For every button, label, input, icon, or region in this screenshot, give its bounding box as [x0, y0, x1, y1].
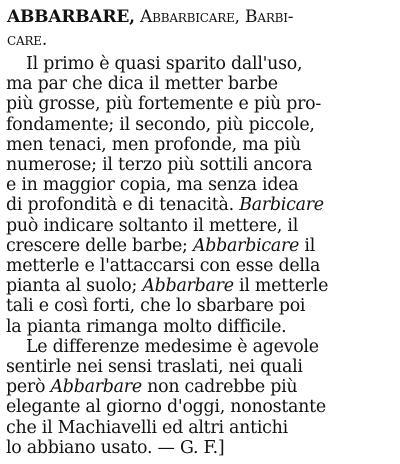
p2-text-3c: non cadrebbe più: [141, 377, 298, 398]
p1-line-1: [26, 54, 400, 74]
p1-text-1: Il primo è quasi sparito dall'uso,: [26, 54, 303, 74]
term-abbarbare: Abbarbare: [142, 276, 234, 297]
p1-text-5: men tenaci, men profonde, ma più: [6, 134, 302, 155]
p1-text-7: e in maggior copia, ma senza idea: [6, 175, 299, 196]
p1-text-13: tali e così forti, che lo sbarbare poi: [6, 296, 306, 317]
headword-variants: Abbarbicare, Barbi-: [140, 7, 294, 27]
p2-text-4: elegante al giorno d'oggi, nonostante: [6, 397, 326, 418]
p1-text-8a: di profondità e di tenacità.: [6, 195, 240, 216]
p1-line-2: [6, 74, 400, 94]
p2-line-1: [26, 337, 400, 357]
p1-text-4: fondamente; il secondo, più piccole,: [6, 114, 315, 135]
term-abbarbicare: Abbarbicare: [192, 235, 300, 256]
p1-line-13: [6, 296, 400, 316]
p2-text-2: sentirle nei sensi traslati, nei quali: [6, 357, 303, 377]
p1-line-12: [6, 276, 400, 296]
p2-text-6: lo abbiano usato. — G. F.]: [6, 437, 225, 458]
p1-text-2: ma par che dica il metter barbe: [6, 74, 278, 95]
p2-line-2: [6, 357, 400, 377]
term-barbicare: Barbicare: [239, 195, 324, 216]
p1-text-6: numerose; il terzo più sottili ancora: [6, 155, 313, 175]
p1-line-6: [6, 155, 400, 175]
p1-line-8: [6, 195, 400, 215]
p2-line-6: [6, 438, 400, 458]
p2-line-5: [6, 418, 400, 438]
p1-line-3: [6, 94, 400, 114]
p2-line-3: [6, 377, 400, 397]
entry-heading-line-1: [7, 6, 400, 29]
p1-text-12c: il metterle: [233, 276, 329, 297]
p1-line-5: [6, 135, 400, 155]
headword-variants-continued: care.: [7, 30, 48, 50]
p1-text-10: crescere delle barbe;: [6, 235, 193, 256]
p1-text-12a: pianta al suolo;: [6, 276, 143, 297]
p1-line-11: [6, 256, 400, 276]
p1-text-10c: il: [299, 235, 316, 256]
p1-line-7: [6, 175, 400, 195]
p1-line-10: [6, 236, 400, 256]
p1-text-3: più grosse, più fortemente e più pro-: [6, 94, 322, 115]
p1-line-9: [6, 216, 400, 236]
headword: ABBARBARE,: [7, 7, 135, 27]
p1-text-9: può indicare soltanto il mettere, il: [6, 215, 299, 236]
p1-line-14: [6, 317, 400, 337]
term-abbarbare-2: Abbarbare: [50, 377, 142, 398]
p1-line-4: [6, 115, 400, 135]
p2-text-3a: però: [6, 377, 51, 398]
p2-line-4: [6, 397, 400, 417]
p1-text-14: la pianta rimanga molto difficile.: [6, 316, 287, 337]
p2-text-5: che il Machiavelli ed altri antichi: [6, 417, 288, 438]
entry-heading-line-2: [7, 29, 400, 52]
p2-text-1: Le differenze medesime è agevole: [26, 336, 319, 357]
p1-text-11: metterle e l'attaccarsi con esse della: [6, 256, 321, 276]
